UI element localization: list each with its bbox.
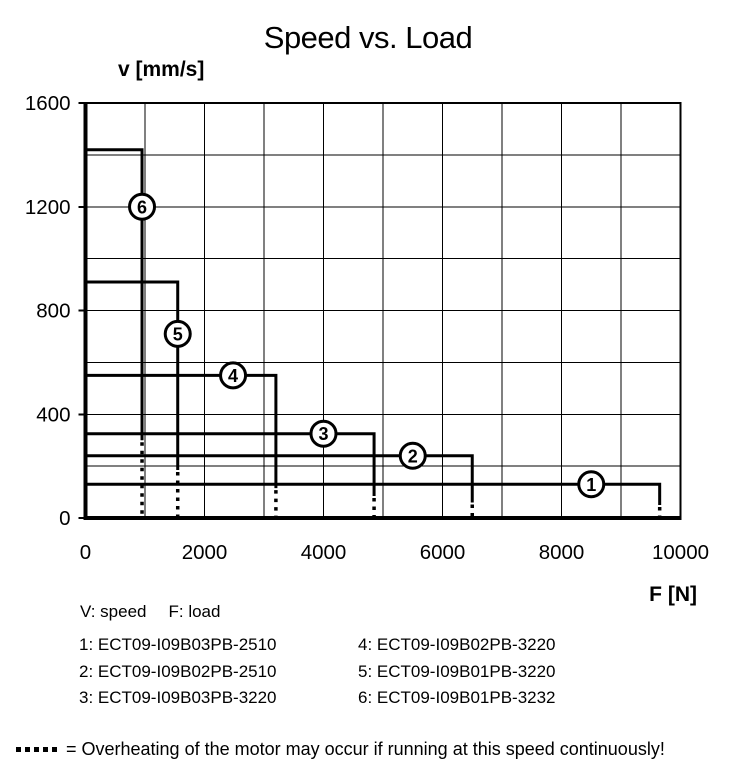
page-title: Speed vs. Load: [263, 20, 473, 55]
curve-3: [86, 434, 375, 517]
x-tick-label: 6000: [419, 541, 466, 564]
legend-item-3: 3: ECT09-I09B03PB-3220: [79, 688, 277, 708]
y-tick-labels: [25, 92, 71, 530]
legend-item-6: 6: ECT09-I09B01PB-3232: [358, 688, 556, 708]
legend-item-2: 2: ECT09-I09B02PB-2510: [79, 661, 277, 681]
curve-marker-number: 5: [172, 324, 183, 345]
curve-marker-number: 4: [228, 365, 239, 386]
y-tick-label: 0: [59, 507, 71, 530]
x-tick-labels: [80, 541, 709, 564]
x-tick-label: 8000: [538, 541, 585, 564]
curve-marker-2: [400, 443, 425, 468]
curve-marker-4: [221, 363, 246, 388]
curve-marker-number: 2: [407, 446, 418, 467]
legend-key-load: F: load: [168, 602, 221, 621]
x-tick-label: 10000: [651, 541, 710, 564]
model-legend: [79, 632, 637, 712]
curve-marker-number: 6: [137, 197, 148, 218]
x-axis-label: F [N]: [649, 583, 697, 606]
curve-marker-6: [130, 194, 155, 219]
curve-line-4: [86, 375, 276, 488]
x-tick-label: 2000: [181, 541, 228, 564]
curve-marker-1: [579, 472, 604, 497]
curve-line-6: [86, 150, 143, 441]
legend-key: [80, 602, 220, 622]
y-tick-label: 400: [36, 403, 71, 427]
curve-marker-number: 1: [586, 474, 597, 495]
x-tick-label: 4000: [300, 541, 347, 564]
curve-marker-3: [311, 421, 336, 446]
overheating-note-text: = Overheating of the motor may occur if running at this speed continuously!: [66, 739, 665, 759]
curve-marker-5: [165, 321, 190, 346]
curve-5: [86, 282, 178, 517]
y-tick-label: 800: [36, 299, 71, 323]
y-axis-label: v [mm/s]: [118, 58, 205, 81]
overheating-note: [16, 739, 665, 760]
curve-marker-number: 3: [318, 424, 329, 445]
y-tick-label: 1600: [24, 92, 71, 115]
legend-key-speed: V: speed: [80, 602, 147, 621]
y-tick-label: 1200: [24, 195, 71, 219]
curve-4: [86, 375, 276, 517]
dotted-line-icon: [16, 747, 57, 752]
x-tick-label: 0: [79, 541, 92, 564]
legend-item-1: 1: ECT09-I09B03PB-2510: [79, 635, 277, 655]
legend-item-5: 5: ECT09-I09B01PB-3220: [358, 661, 556, 681]
legend-item-4: 4: ECT09-I09B02PB-3220: [358, 635, 556, 655]
